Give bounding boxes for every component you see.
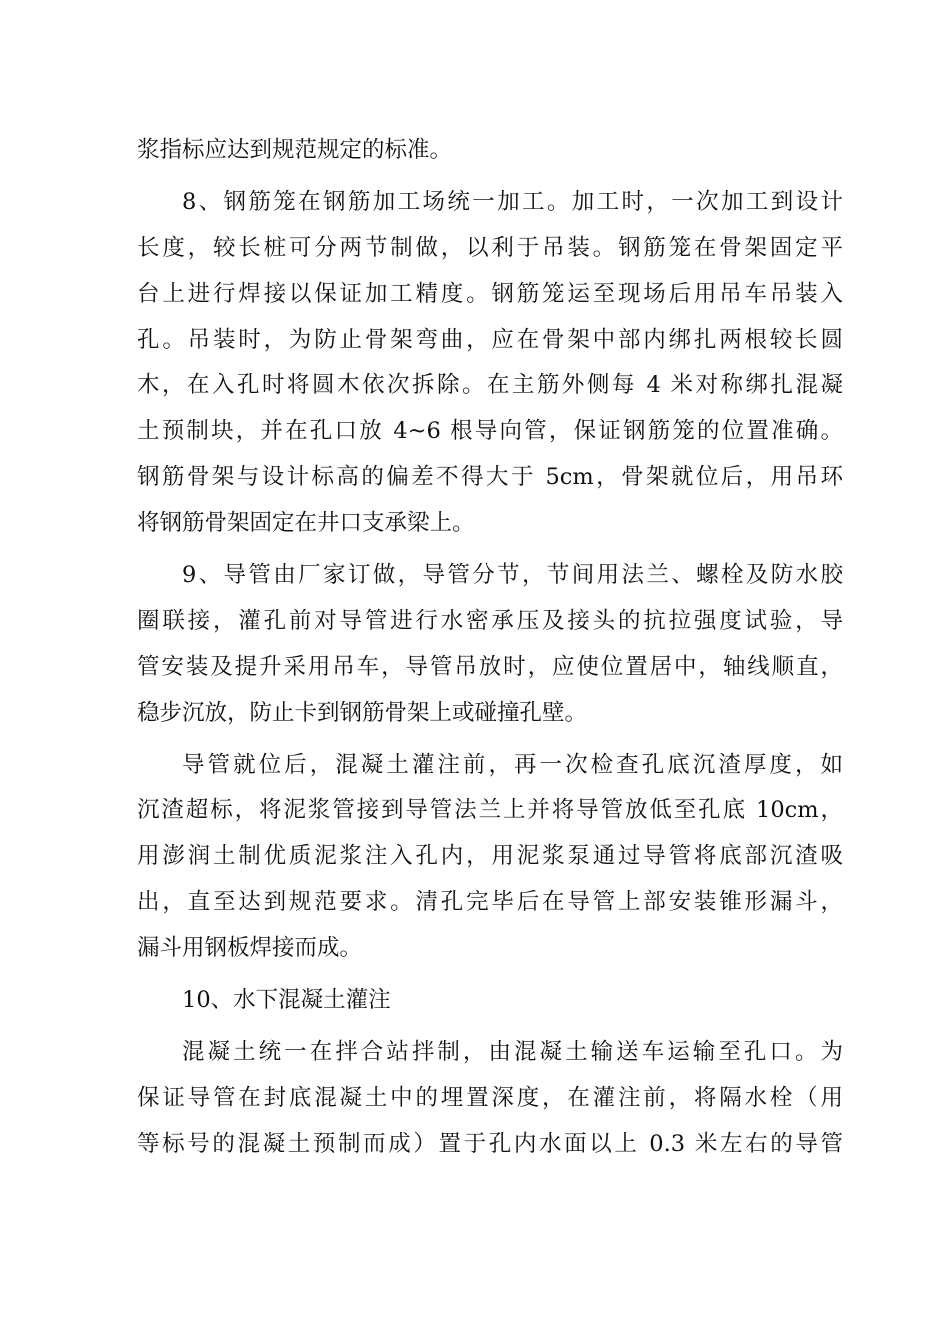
text-line: 孔。吊装时，为防止骨架弯曲，应在骨架中部内绑扎两根较长圆 (137, 326, 843, 353)
text-line: 沉渣超标，将泥浆管接到导管法兰上并将导管放低至孔底 10cm， (137, 797, 843, 824)
text-line: 8、钢筋笼在钢筋加工场统一加工。加工时，一次加工到设计 (182, 188, 843, 215)
paragraph-continuation (137, 128, 843, 174)
text-line: 长度，较长桩可分两节制做，以利于吊装。钢筋笼在骨架固定平 (137, 234, 843, 261)
paragraph-item-10-body (137, 1030, 843, 1168)
text-line: 稳步沉放，防止卡到钢筋骨架上或碰撞孔壁。 (137, 699, 588, 726)
text-line: 木，在入孔时将圆木依次拆除。在主筋外侧每 4 米对称绑扎混凝 (137, 372, 843, 399)
text-line: 混凝土统一在拌合站拌制，由混凝土输送车运输至孔口。为 (182, 1038, 843, 1065)
paragraph-item-8 (137, 180, 843, 547)
paragraph-conduit-placement (137, 743, 843, 972)
section-heading-item-10 (137, 978, 843, 1024)
text-line: 台上进行焊接以保证加工精度。钢筋笼运至现场后用吊车吊装入 (137, 280, 843, 307)
text-line: 圈联接，灌孔前对导管进行水密承压及接头的抗拉强度试验，导 (137, 607, 843, 634)
text-line: 出，直至达到规范要求。清孔完毕后在导管上部安装锥形漏斗， (137, 889, 843, 916)
document-body (137, 128, 843, 1168)
text-line: 漏斗用钢板焊接而成。 (137, 935, 363, 962)
section-heading: 10、水下混凝土灌注 (182, 987, 391, 1014)
text-line: 将钢筋骨架固定在井口支承梁上。 (137, 510, 475, 537)
paragraph-item-9 (137, 553, 843, 737)
text-line: 管安装及提升采用吊车，导管吊放时，应使位置居中，轴线顺直， (137, 653, 843, 680)
text-line: 9、导管由厂家订做，导管分节，节间用法兰、螺栓及防水胶 (182, 562, 843, 589)
text-line: 用澎润土制优质泥浆注入孔内，用泥浆泵通过导管将底部沉渣吸 (137, 843, 843, 870)
text-line: 等标号的混凝土预制而成）置于孔内水面以上 0.3 米左右的导管 (137, 1130, 843, 1157)
text-line: 导管就位后，混凝土灌注前，再一次检查孔底沉渣厚度，如 (182, 751, 843, 778)
text-line: 保证导管在封底混凝土中的埋置深度，在灌注前，将隔水栓（用 (137, 1084, 843, 1111)
text-line: 钢筋骨架与设计标高的偏差不得大于 5cm，骨架就位后，用吊环 (137, 464, 843, 491)
text-line: 浆指标应达到规范规定的标准。 (137, 137, 453, 163)
text-line: 土预制块，并在孔口放 4~6 根导向管，保证钢筋笼的位置准确。 (137, 418, 843, 445)
